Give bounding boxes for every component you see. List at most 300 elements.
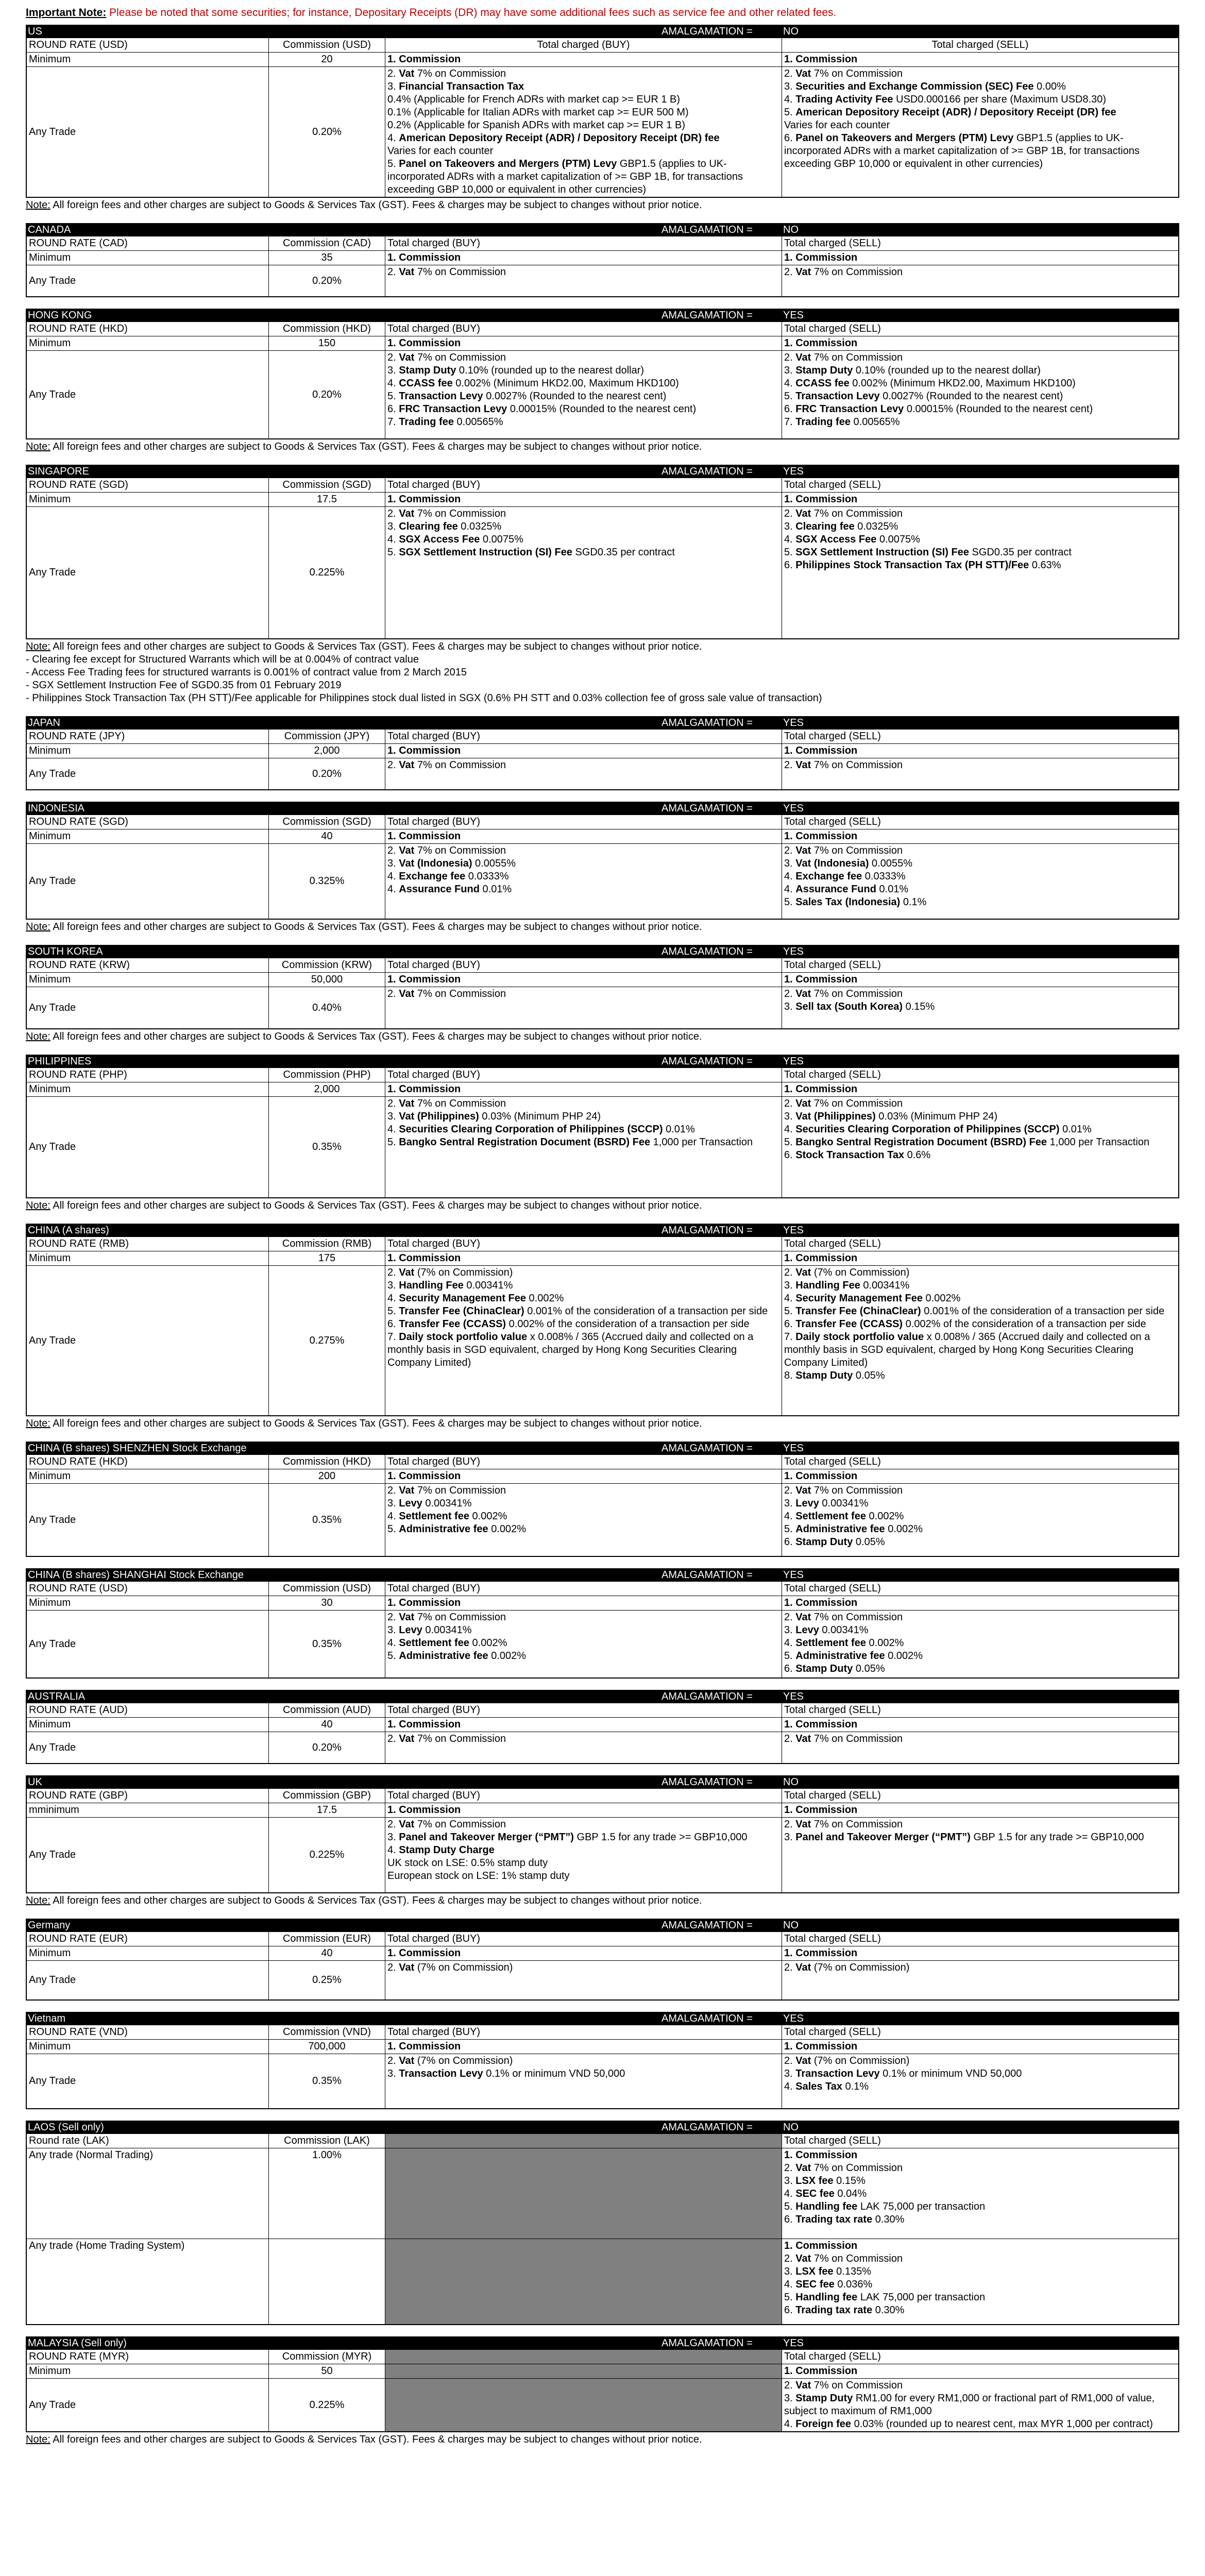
fee-item-text: 5. [387,1650,399,1662]
fee-table [26,2025,1179,2109]
buy-commission [385,973,782,987]
amalgamation-label: AMALGAMATION = [661,2122,753,2133]
round-rate-header: ROUND RATE (KRW) [27,958,269,972]
fee-item-text: 2. [784,1733,796,1745]
any-trade-row [27,350,1178,438]
table-header-row [27,1931,1178,1946]
fee-table [26,321,1179,439]
fee-item-name: Stamp Duty [795,1663,853,1675]
fee-item-text: 0.00341% [422,1498,472,1510]
fee-item-name: Vat [399,508,415,520]
sell-commission [782,744,1178,758]
fee-item-text: 4. [784,2081,796,2093]
fee-item [387,416,779,429]
fee-item-text: 0.00015% (Rounded to the nearest cent) [507,403,697,415]
sell-fee-list [782,1484,1178,1556]
fee-item-name: Vat [399,988,415,1000]
minimum-label: Minimum [27,973,269,987]
fee-item-text: 5. [784,1523,796,1535]
fee-item-text: 7% on Commission [414,68,506,80]
amalgamation-label: AMALGAMATION = [661,1225,753,1236]
any-trade-label: Any Trade [27,507,269,638]
sell-header: Total charged (SELL) [784,238,881,249]
fee-item-name: CCASS fee [795,378,850,389]
minimum-row [27,1082,1178,1096]
fee-item [387,1497,779,1510]
fee-item [387,759,779,772]
fee-item-text: 0.001% of the consideration of a transaction per side [524,1306,768,1317]
amalgamation-value: YES [783,946,804,958]
commission-header: Commission (CAD) [269,236,385,250]
minimum-value: 50 [269,2364,385,2378]
commission-header: Commission (VND) [269,2025,385,2039]
fee-item-text: European stock on LSE: 1% stamp duty [387,1870,570,1882]
fee-item-text: 5. [784,896,796,908]
fee-item-text: 0.0055% [472,858,516,870]
fee-item-text: 0.002% [923,1293,961,1304]
fee-item [387,377,779,390]
fee-item [784,520,1176,533]
fee-item-name: Transfer Fee (ChinaClear) [399,1306,524,1317]
fee-item-text: 1,000 per Transaction [650,1137,753,1148]
fee-item [784,1637,1176,1650]
buy-fee-list [385,844,782,919]
fee-item-name: American Depository Receipt (ADR) / Depository Receipt (DR) fee [795,107,1116,118]
amalgamation-value: NO [783,1776,799,1788]
fee-item-text: 7% on Commission [811,988,903,1000]
fee-item [784,1611,1176,1624]
fee-item-name: Stamp Duty [795,2393,853,2404]
fee-item-name: Sales Tax (Indonesia) [795,896,901,908]
fee-item-text: 2. [387,508,399,520]
fee-item [387,67,779,80]
fee-item [784,2252,1176,2265]
any-trade-label: Any Trade [27,2379,269,2431]
fee-item-name: Administrative fee [399,1523,488,1535]
market-block [26,1775,1179,1907]
market-block [26,309,1179,453]
fee-item [387,80,779,93]
fee-table [26,1703,1179,1764]
fee-item-text: 7% on Commission [811,352,903,364]
fee-item-name: Vat [795,68,811,80]
note-label: Note: [26,441,50,453]
fee-item-name: 1. Commission [784,2365,858,2377]
commission-header: Commission (PHP) [269,1068,385,1082]
any-trade-value: 0.35% [269,1097,385,1197]
amalgamation-label: AMALGAMATION = [661,466,753,478]
amalgamation-value: YES [783,1056,804,1067]
fee-item [387,266,779,279]
fee-item-name: Bangko Sentral Registration Document (BSRD) Fee [795,1137,1047,1148]
fee-item-text: GBP 1.5 for any trade >= GBP10,000 [573,1832,748,1843]
any-trade-row [27,1265,1178,1415]
minimum-value: 2,000 [269,744,385,758]
any-trade-value: 0.20% [269,1732,385,1763]
fee-item-text: 4. [784,2188,796,2200]
fee-item-name: Levy [399,1624,422,1636]
fee-item-text: 1,000 per Transaction [1047,1137,1150,1148]
fee-item [387,1650,779,1663]
note-text: All foreign fees and other charges are subject to Goods & Services Tax (GST). Fees & charges may be subject to changes without prior notice. [53,1895,702,1907]
amalgamation-value: NO [783,224,799,236]
round-rate-header: ROUND RATE (USD) [27,38,269,52]
commission-header: Commission (SGD) [269,478,385,492]
any-trade-label: Any Trade [27,1961,269,1999]
fee-item [784,2379,1176,2392]
amalgamation-value: YES [783,310,804,321]
fee-table [26,478,1179,639]
market-header [26,1690,1179,1703]
fee-item-name: Daily stock portfolio value [399,1331,528,1343]
fee-item-text: 4. [387,884,399,895]
fee-item-name: Vat [399,266,415,278]
fee-item [387,533,779,546]
fee-item [784,1305,1176,1318]
fee-item-name: SEC fee [795,2279,835,2291]
fee-item-text: 4. [784,1511,796,1522]
fee-item [387,119,779,132]
round-rate-header: ROUND RATE (HKD) [27,322,269,336]
fee-item-name: FRC Transaction Levy [399,403,507,415]
buy-not-applicable [385,2379,782,2431]
fee-item-text: 5. [784,1650,796,1662]
amalgamation-label: AMALGAMATION = [661,310,753,321]
round-rate-header: ROUND RATE (SGD) [27,478,269,492]
minimum-value: 700,000 [269,2040,385,2054]
fee-item-text: 0.00015% (Rounded to the nearest cent) [904,403,1093,415]
fee-item-text: 5. [784,391,796,402]
fee-item-text: (7% on Commission) [414,2055,513,2067]
buy-fee-list [385,351,782,438]
amalgamation-label: AMALGAMATION = [661,1443,753,1454]
fee-item [784,1818,1176,1831]
market-header [26,716,1179,729]
fee-item [387,1611,779,1624]
note-label: Note: [26,1895,50,1907]
fee-item-text: 7% on Commission [414,352,506,364]
fee-item-text: 4. [387,1293,399,1304]
buy-fee-list [385,265,782,296]
market-block-laos [26,2121,1179,2325]
table-header-row [27,1581,1178,1596]
buy-commission [385,336,782,350]
important-note-label: Important Note: [26,7,107,19]
fee-item-text: 7% on Commission [811,508,903,520]
note-text: All foreign fees and other charges are subject to Goods & Services Tax (GST). Fees & charges may be subject to changes without prior notice. [53,641,702,653]
commission-header: Commission (EUR) [269,1932,385,1946]
market-name: US [28,26,42,38]
gst-note [26,1199,1179,1212]
buy-commission [385,1251,782,1265]
commission-item: 1. Commission [387,1597,461,1609]
fee-item-text: 4. [387,1637,399,1649]
fee-item-name: Handling Fee [399,1280,464,1292]
fee-item-text: 0.0075% [876,534,920,546]
round-rate-header: ROUND RATE (CAD) [27,236,269,250]
fee-item-name: Vat [399,1962,415,1974]
fee-item-name: Transaction Levy [795,2068,880,2080]
fee-item-name: Financial Transaction Tax [399,81,524,93]
fee-item-name: Administrative fee [795,1523,885,1535]
fee-item [387,1870,779,1883]
commission-header: Commission (AUD) [269,1703,385,1717]
commission-header: Commission (RMB) [269,1237,385,1251]
buy-header: Total charged (BUY) [385,478,782,492]
fee-table [26,236,1179,297]
fee-item-name: FRC Transaction Levy [795,403,904,415]
fee-item-name: Vat [795,845,811,857]
market-name: HONG KONG [28,310,92,321]
buy-commission [385,1718,782,1732]
market-name: CHINA (B shares) SHENZHEN Stock Exchange [28,1443,247,1454]
commission-item: 1. Commission [387,1470,461,1482]
any-trade-value: 0.40% [269,987,385,1028]
buy-fee-list [385,758,782,789]
fee-item-name: Vat [795,1485,811,1497]
buy-fee-list [385,1961,782,1999]
fee-item [387,1637,779,1650]
fee-item [784,390,1176,403]
market-name: LAOS (Sell only) [28,2122,104,2133]
amalgamation-value: YES [783,1443,804,1454]
fee-item-text: 2. [784,2162,796,2174]
fee-item [784,1497,1176,1510]
any-trade-value: 0.35% [269,1484,385,1556]
market-block-malaysia [26,2336,1179,2446]
commission-header: Commission (KRW) [269,958,385,972]
market-name: AUSTRALIA [28,1691,86,1703]
fee-item [784,1149,1176,1162]
fee-item-text: 7% on Commission [414,1485,506,1497]
fee-item-name: Handling Fee [795,1280,860,1292]
buy-header: Total charged (BUY) [385,1932,782,1946]
fee-item-text: 0.1% or minimum VND 50,000 [483,2068,625,2080]
gst-note [26,440,1179,453]
sell-fee-list [782,265,1178,296]
fee-item-text: 0.03% (Minimum PHP 24) [479,1111,601,1123]
fee-item-name: Panel and Takeover Merger (“PMT”) [795,1832,971,1843]
fee-item [784,1097,1176,1110]
note-label: Note: [26,1031,50,1043]
fee-item-text: 3. [784,1624,796,1636]
gst-note [26,921,1179,934]
fee-item-text: 3. [387,1111,399,1123]
fee-item-name: 1. Commission [784,2149,858,2161]
fee-item-text: 5. [784,1306,796,1317]
fee-item-text: 4. [387,378,399,389]
amalgamation-label: AMALGAMATION = [661,1776,753,1788]
minimum-value: 150 [269,336,385,350]
sell-header: Total charged (SELL) [784,1583,881,1595]
table-header-row [27,2349,1178,2364]
fee-item-text: 3. [784,2393,796,2404]
any-trade-row [27,843,1178,919]
fee-item [784,1110,1176,1123]
commission-item: 1. Commission [784,974,858,986]
fee-item-name: Clearing fee [795,521,855,533]
sell-fee-list [782,1732,1178,1763]
fee-item-text: 7% on Commission [811,68,903,80]
fee-item-name: Stamp Duty [795,1536,853,1548]
fee-item-text: 8. [784,1370,796,1382]
round-rate-header: ROUND RATE (GBP) [27,1789,269,1803]
fee-item-text: 7% on Commission [811,2253,903,2265]
fee-item [387,1484,779,1497]
minimum-row [27,2039,1178,2054]
fee-item [784,2080,1176,2093]
market-header [26,2336,1179,2349]
fee-item [387,390,779,403]
fee-item-text: 2. [784,988,796,1000]
fee-item-name: Vat [795,1267,811,1279]
fee-item-text: 2. [784,2055,796,2067]
fee-item-text: 5. [387,1523,399,1535]
fee-item-text: GBP 1.5 for any trade >= GBP10,000 [970,1832,1144,1843]
fee-item [784,1961,1176,1974]
note-label: Note: [26,641,50,653]
fee-item-text: 6. [784,560,796,571]
buy-fee-list [385,1818,782,1892]
fee-item-text: 0.002% of the consideration of a transaction per side [903,1318,1146,1330]
amalgamation-value: YES [783,1225,804,1236]
any-trade-label: Any Trade [27,265,269,296]
minimum-value: 40 [269,1718,385,1732]
fee-item [387,1818,779,1831]
commission-item: 1. Commission [784,1719,858,1731]
any-trade-row [27,265,1178,296]
market-header [26,2012,1179,2025]
fee-item-text: 0.0325% [457,521,502,533]
fee-item-text: (7% on Commission) [811,1267,910,1279]
fee-item [387,364,779,377]
fee-item-text: 7% on Commission [811,2380,903,2392]
fee-item-name: Transaction Levy [399,391,483,402]
fee-item [784,2213,1176,2226]
fee-item-name: Vat [399,1267,415,1279]
sell-commission [782,1803,1178,1817]
fee-item-name: Vat [795,1612,811,1623]
fee-item-text: 2. [387,1098,399,1110]
fee-item-text: 5. [387,158,399,170]
fee-item-text: 3. [784,1280,796,1292]
sell-header: Total charged (SELL) [931,39,1029,51]
fee-item-text: SGD0.35 per contract [969,547,1072,558]
minimum-row [27,743,1178,758]
market-name: MALAYSIA (Sell only) [28,2337,127,2349]
sell-commission [782,2040,1178,2054]
sell-commission [782,1596,1178,1610]
fee-item-name: Vat [795,266,811,278]
sell-commission [782,53,1178,66]
fee-item [387,106,779,119]
fee-item-text: 7% on Commission [414,508,506,520]
fee-item-text: 5. [784,547,796,558]
buy-header: Total charged (BUY) [385,236,782,250]
fee-item [784,80,1176,93]
any-trade-value: 0.25% [269,1961,385,1999]
fee-item [387,1279,779,1292]
round-rate-header: ROUND RATE (EUR) [27,1932,269,1946]
fee-item-text: 0.002% (Minimum HKD2.00, Maximum HKD100) [849,378,1076,389]
fee-item [784,1536,1176,1549]
fee-item-text: 0.01% [1059,1124,1092,1136]
commission-header: Commission (USD) [269,38,385,52]
fee-item-text: 6. [784,403,796,415]
fee-item-name: Transaction Levy [399,2068,483,2080]
fee-item-text: 0.001% of the consideration of a transaction per side [921,1306,1165,1317]
minimum-label: Minimum [27,251,269,265]
buy-fee-list [385,987,782,1028]
fee-item [784,93,1176,106]
fee-item-name: Levy [399,1498,422,1510]
fee-item [784,266,1176,279]
table-header-row [27,1703,1178,1717]
fee-item [784,759,1176,772]
table-header-row [27,2133,1178,2148]
fee-item-text: 0.01% [876,884,909,895]
table-header-row [27,1067,1178,1082]
fee-item [784,1484,1176,1497]
sell-header: Total charged (SELL) [784,959,881,971]
any-trade-value: 0.20% [269,67,385,197]
fee-item-text: 7% on Commission [811,1098,903,1110]
fee-item-text: 4. [784,534,796,546]
sell-commission [782,1251,1178,1265]
fee-item-text: 5. [387,547,399,558]
fee-item-text: 3. [784,858,796,870]
fee-table [26,2133,1179,2325]
fee-item-text: 4. [784,884,796,895]
fee-item-name: Settlement fee [795,1511,866,1522]
fee-item-text: 5. [784,1137,796,1148]
minimum-label: Minimum [27,2040,269,2054]
fee-item-name: Foreign fee [795,2418,852,2430]
fee-item-name: Vat [399,1612,415,1623]
minimum-label: Minimum [27,493,269,506]
fee-item-name: Transaction Levy [795,391,880,402]
sell-header: Total charged (SELL) [784,816,881,828]
fee-item-text: 2. [387,1733,399,1745]
fee-item-text: 2. [784,508,796,520]
fee-item-text: USD0.000166 per share (Maximum USD8.30) [893,94,1107,106]
fee-item-text: 2. [784,2253,796,2265]
fee-item-name: Exchange fee [795,871,862,883]
minimum-row [27,1803,1178,1817]
amalgamation-label: AMALGAMATION = [661,26,753,38]
fee-item-name: Securities Clearing Corporation of Philippines (SCCP) [795,1124,1060,1136]
fee-item-text: 0.00341% [422,1624,472,1636]
fee-item [387,1844,779,1857]
fee-item-text: (7% on Commission) [811,2055,910,2067]
fee-item-name: Vat [795,988,811,1000]
fee-item-name: Transfer Fee (ChinaClear) [795,1306,921,1317]
fee-item-text: 0.00341% [819,1498,869,1510]
any-trade-value: 0.225% [269,1818,385,1892]
round-rate-header: ROUND RATE (VND) [27,2025,269,2039]
fee-item-text: 3. [387,1498,399,1510]
fee-item-text: 0.00341% [819,1624,869,1636]
fee-item-text: (7% on Commission) [811,1962,910,1974]
minimum-row [27,492,1178,506]
commission-item: 1. Commission [784,831,858,842]
fee-item-text: 3. [784,1498,796,1510]
fee-item-text: 0.4% (Applicable for French ADRs with market cap >= EUR 1 B) [387,94,681,106]
fee-item-text: 7% on Commission [414,759,506,771]
market-header [26,1775,1179,1788]
market-name: SINGAPORE [28,466,89,478]
commission-item: 1. Commission [387,1252,461,1264]
